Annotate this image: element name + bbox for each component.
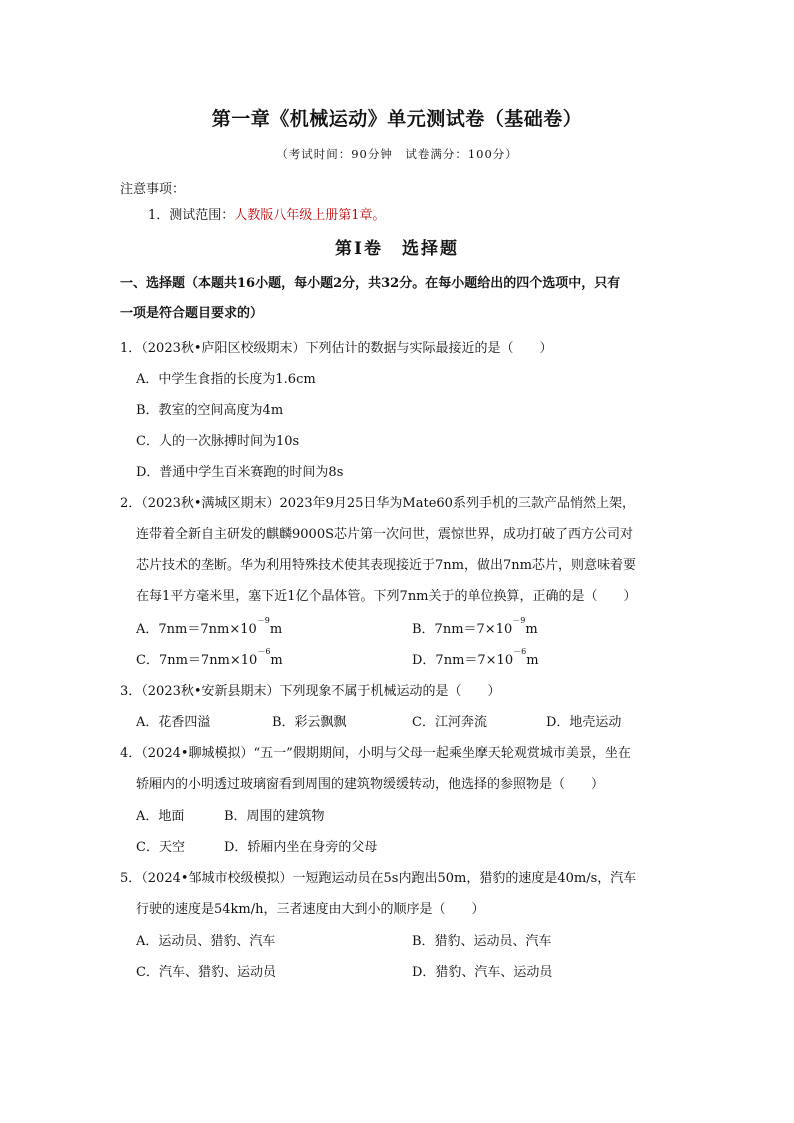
- exam-subtitle: （考试时间：90分钟 试卷满分：100分）: [276, 147, 518, 161]
- q5-option-c: C．汽车、猎豹、运动员: [136, 965, 276, 980]
- question-2-stem: 在每1平方毫米里，塞下近1亿个晶体管。下列7nm关于的单位换算，正确的是（ ）: [136, 589, 637, 604]
- q5-option-b: B．猎豹、运动员、汽车: [412, 934, 552, 949]
- q1-option-a: A．中学生食指的长度为1.6cm: [136, 372, 316, 387]
- question-3-stem: 3．（2023秋•安新县期末）下列现象不属于机械运动的是（ ）: [120, 684, 501, 699]
- section-title: 第Ⅰ卷 选择题: [335, 239, 459, 259]
- q2-option-d: D．$7nm=7\times 10^{-6}m$: [412, 647, 539, 668]
- q2-option-c: C．$7nm=7nm\times 10^{-6}m$: [136, 647, 283, 668]
- question-4-stem: 4．（2024•聊城模拟）“五一”假期期间，小明与父母一起乘坐摩天轮观赏城市美景，坐在: [120, 746, 631, 761]
- q3-option-c: C．江河奔流: [412, 715, 487, 730]
- notice-label: 注意事项：: [120, 182, 186, 197]
- q1-option-c: C．人的一次脉搏时间为10s: [136, 434, 300, 449]
- instruction-line: 一项是符合题目要求的）: [120, 306, 264, 321]
- q4-option-c: C．天空: [136, 840, 185, 855]
- scope-prefix: 1．测试范围：: [148, 208, 235, 223]
- q4-option-d: D．轿厢内坐在身旁的父母: [224, 840, 378, 855]
- q2-option-a: A．$7nm=7nm\times 10^{-9}m$: [136, 616, 283, 637]
- q3-option-a: A．花香四溢: [136, 715, 211, 730]
- question-2-stem: 2．（2023秋•满城区期末）2023年9月25日华为Mate60系列手机的三款产品悄然上架，: [120, 496, 635, 511]
- scope-line: [148, 204, 386, 223]
- q4-option-b: B．周围的建筑物: [224, 809, 325, 824]
- q5-option-a: A．运动员、猎豹、汽车: [136, 934, 276, 949]
- instruction-line: 一、选择题（本题共16小题，每小题2分，共32分。在每小题给出的四个选项中，只有: [120, 276, 621, 291]
- q5-option-d: D．猎豹、汽车、运动员: [412, 965, 553, 980]
- q1-option-d: D．普通中学生百米赛跑的时间为8s: [136, 465, 344, 480]
- question-5-stem: 行驶的速度是54km/h，三者速度由大到小的顺序是（ ）: [136, 902, 485, 917]
- page-title: 第一章《机械运动》单元测试卷（基础卷）: [211, 108, 583, 130]
- q1-option-b: B．教室的空间高度为4m: [136, 403, 284, 418]
- question-4-stem: 轿厢内的小明透过玻璃窗看到周围的建筑物缓缓转动，他选择的参照物是（ ）: [136, 777, 605, 792]
- q2-option-b: B．$7nm=7\times 10^{-9}m$: [412, 616, 538, 637]
- question-1-stem: 1．（2023秋•庐阳区校级期末）下列估计的数据与实际最接近的是（ ）: [120, 341, 553, 356]
- q3-option-d: D．地壳运动: [546, 715, 622, 730]
- scope-value: 人教版八年级上册第1章。: [234, 208, 386, 223]
- q3-option-b: B．彩云飘飘: [272, 715, 347, 730]
- question-2-stem: 芯片技术的垄断。华为利用特殊技术使其表现接近于7nm，做出7nm芯片，则意味着要: [136, 558, 636, 573]
- question-5-stem: 5．（2024•邹城市校级模拟）一短跑运动员在5s内跑出50m，猎豹的速度是40m/s，汽车: [120, 871, 637, 886]
- q4-option-a: A．地面: [136, 809, 185, 824]
- question-2-stem: 连带着全新自主研发的麒麟9000S芯片第一次问世，震惊世界，成功打破了西方公司对: [136, 527, 633, 542]
